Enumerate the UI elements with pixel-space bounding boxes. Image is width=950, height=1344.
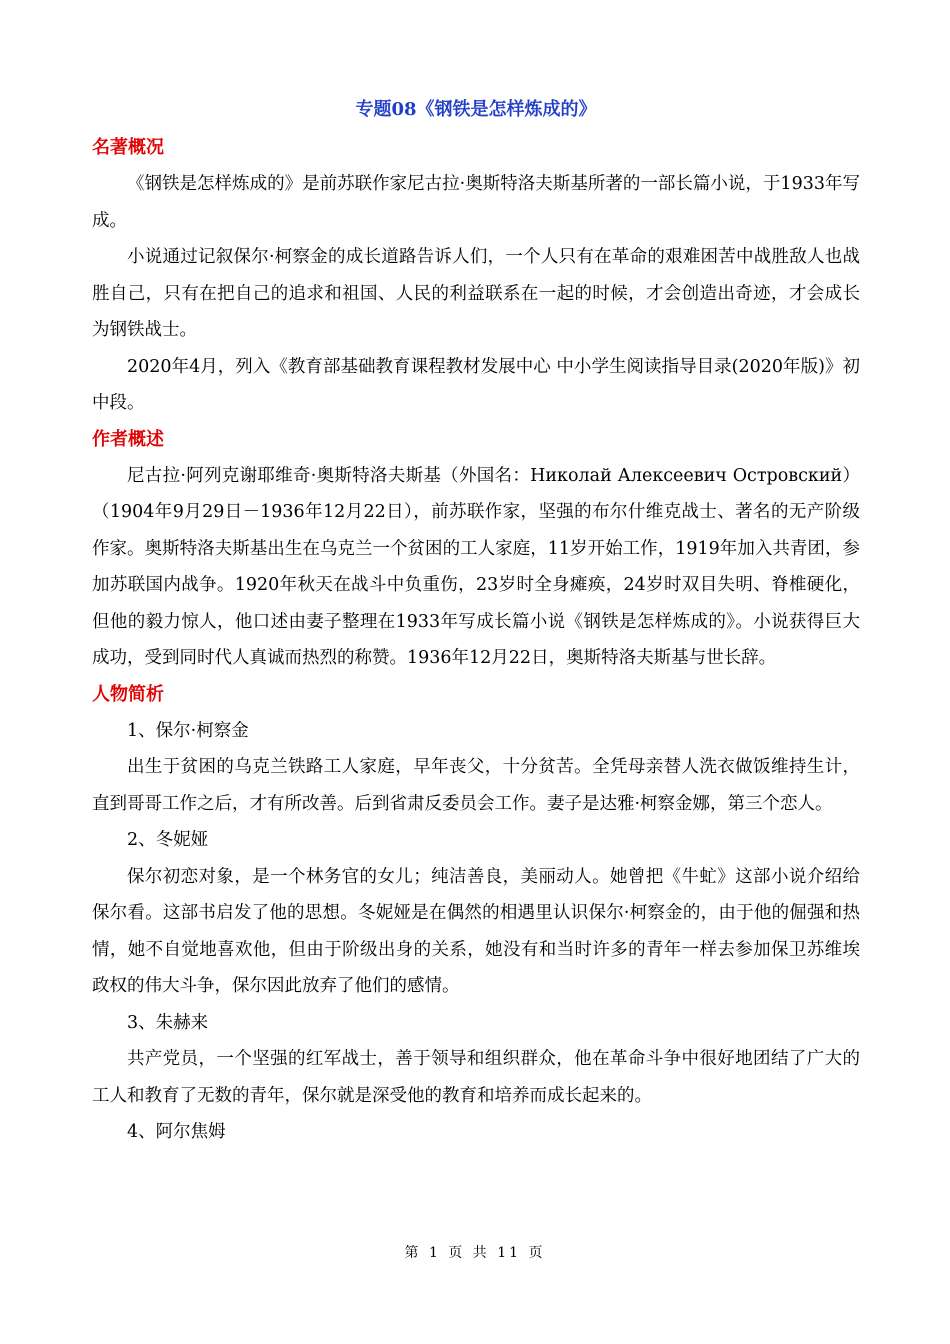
paragraph: 共产党员，一个坚强的红军战士，善于领导和组织群众，他在革命斗争中很好地团结了广大的工人和教育了无数的青年，保尔就是深受他的教育和培养而成长起来的。	[92, 1049, 860, 1106]
paragraph: 《钢铁是怎样炼成的》是前苏联作家尼古拉·奥斯特洛夫斯基所著的一部长篇小说，于1933年写成。	[92, 174, 860, 231]
section-heading-overview: 名著概况	[92, 137, 164, 158]
character-name: 3、朱赫来	[127, 1012, 209, 1033]
paragraph: 出生于贫困的乌克兰铁路工人家庭，早年丧父，十分贫苦。全凭母亲替人洗衣做饭维持生计，直到哥哥工作之后，才有所改善。后到省肃反委员会工作。妻子是达雅·柯察金娜，第三个恋人。	[92, 757, 860, 814]
document-title: 专题08《钢铁是怎样炼成的》	[355, 99, 597, 120]
section-heading-characters: 人物简析	[92, 683, 164, 705]
section-characters	[92, 677, 860, 1151]
paragraph: 2020年4月，列入《教育部基础教育课程教材发展中心 中小学生阅读指导目录(2020年版)》初中段。	[92, 356, 860, 413]
document-page	[92, 92, 860, 1151]
paragraph: 尼古拉·阿列克谢耶维奇·奥斯特洛夫斯基（外国名：Николай Алексеевич Островский）（1904年9月29日－1936年12月22日），前苏联作家，坚强的布尔什维克战士、著名的无产阶级作家。奥斯特洛夫斯基出生在乌克兰一个贫困的工人家庭，11岁开始工作，1919年加入共青团，参加苏联国内战争。1920年秋天在战斗中负重伤，23岁时全身瘫痪，24岁时双目失明、脊椎硬化，但他的毅力惊人，他口述由妻子整理在1933年写成长篇小说《钢铁是怎样炼成的》。小说获得巨大成功，受到同时代人真诚而热烈的称赞。1936年12月22日，奥斯特洛夫斯基与世长辞。	[92, 465, 860, 668]
page-footer: 第 1 页 共 11 页	[404, 1245, 546, 1261]
section-author	[92, 422, 860, 677]
section-overview	[92, 130, 860, 422]
character-name: 2、冬妮娅	[127, 830, 209, 850]
character-name: 4、阿尔焦姆	[127, 1122, 226, 1142]
paragraph: 小说通过记叙保尔·柯察金的成长道路告诉人们，一个人只有在革命的艰难困苦中战胜敌人也战胜自己，只有在把自己的追求和祖国、人民的利益联系在一起的时候，才会创造出奇迹，才会成长为钢铁战士。	[92, 247, 860, 340]
section-heading-author: 作者概述	[92, 428, 164, 450]
character-name: 1、保尔·柯察金	[127, 720, 249, 741]
paragraph: 保尔初恋对象，是一个林务官的女儿；纯洁善良，美丽动人。她曾把《牛虻》这部小说介绍给保尔看。这部书启发了他的思想。冬妮娅是在偶然的相遇里认识保尔·柯察金的，由于他的倔强和热情，她不自觉地喜欢他，但由于阶级出身的关系，她没有和当时许多的青年一样去参加保卫苏维埃政权的伟大斗争，保尔因此放弃了他们的感情。	[92, 866, 860, 996]
